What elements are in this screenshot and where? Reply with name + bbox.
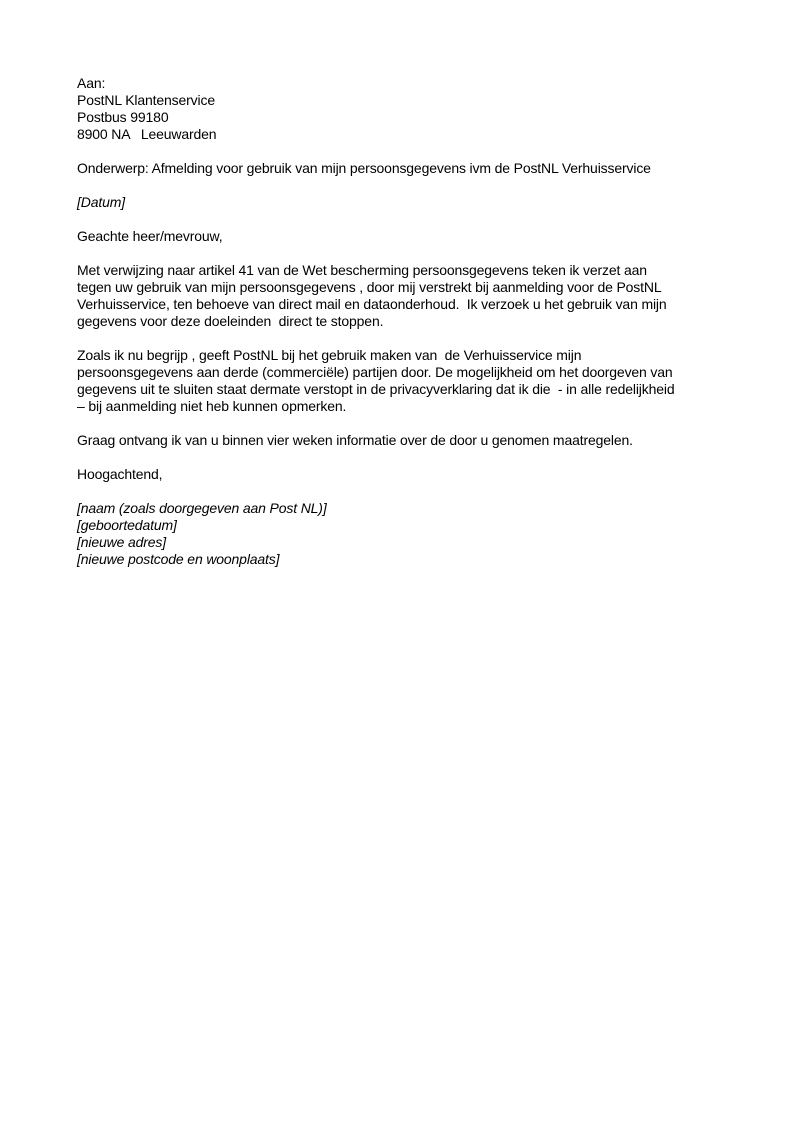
- paragraph-line: Graag ontvang ik van u binnen vier weken informatie over de door u genomen maatregelen.: [77, 432, 633, 448]
- paragraph-line: gegevens voor deze doeleinden direct te stoppen.: [77, 313, 384, 329]
- signature-name: [naam (zoals doorgegeven aan Post NL)]: [77, 500, 327, 516]
- recipient-name: PostNL Klantenservice: [77, 92, 215, 108]
- signature-address: [nieuwe adres]: [77, 534, 166, 550]
- recipient-city: 8900 NA Leeuwarden: [77, 126, 217, 142]
- closing-text: Hoogachtend,: [77, 466, 163, 482]
- letter-page: [77, 75, 727, 585]
- date-placeholder: [Datum]: [77, 194, 125, 210]
- signature-block: [77, 500, 727, 568]
- body-paragraph-3: [77, 432, 727, 449]
- paragraph-line: persoonsgegevens aan derde (commerciële) partijen door. De mogelijkheid om het doorgeven van: [77, 364, 673, 380]
- paragraph-line: – bij aanmelding niet heb kunnen opmerken.: [77, 398, 347, 414]
- date-block: [77, 194, 727, 211]
- salutation-block: [77, 228, 727, 245]
- paragraph-line: gegevens uit te sluiten staat dermate verstopt in de privacyverklaring dat ik die - in alle redelijkheid: [77, 381, 675, 397]
- subject-line: [77, 160, 727, 177]
- paragraph-line: tegen uw gebruik van mijn persoonsgegevens , door mij verstrekt bij aanmelding voor de PostNL: [77, 279, 662, 295]
- body-paragraph-1: [77, 262, 727, 330]
- recipient-address: [77, 75, 727, 143]
- recipient-label: Aan:: [77, 75, 106, 91]
- recipient-postbus: Postbus 99180: [77, 109, 169, 125]
- paragraph-line: Zoals ik nu begrijp , geeft PostNL bij het gebruik maken van de Verhuisservice mijn: [77, 347, 582, 363]
- paragraph-line: Met verwijzing naar artikel 41 van de Wet bescherming persoonsgegevens teken ik verzet aan: [77, 262, 647, 278]
- signature-postcode-city: [nieuwe postcode en woonplaats]: [77, 551, 280, 567]
- salutation-text: Geachte heer/mevrouw,: [77, 228, 223, 244]
- signature-birthdate: [geboortedatum]: [77, 517, 177, 533]
- closing-block: [77, 466, 727, 483]
- subject-text: Onderwerp: Afmelding voor gebruik van mijn persoonsgegevens ivm de PostNL Verhuisservice: [77, 160, 651, 176]
- body-paragraph-2: [77, 347, 727, 415]
- paragraph-line: Verhuisservice, ten behoeve van direct mail en dataonderhoud. Ik verzoek u het gebruik van mijn: [77, 296, 667, 312]
